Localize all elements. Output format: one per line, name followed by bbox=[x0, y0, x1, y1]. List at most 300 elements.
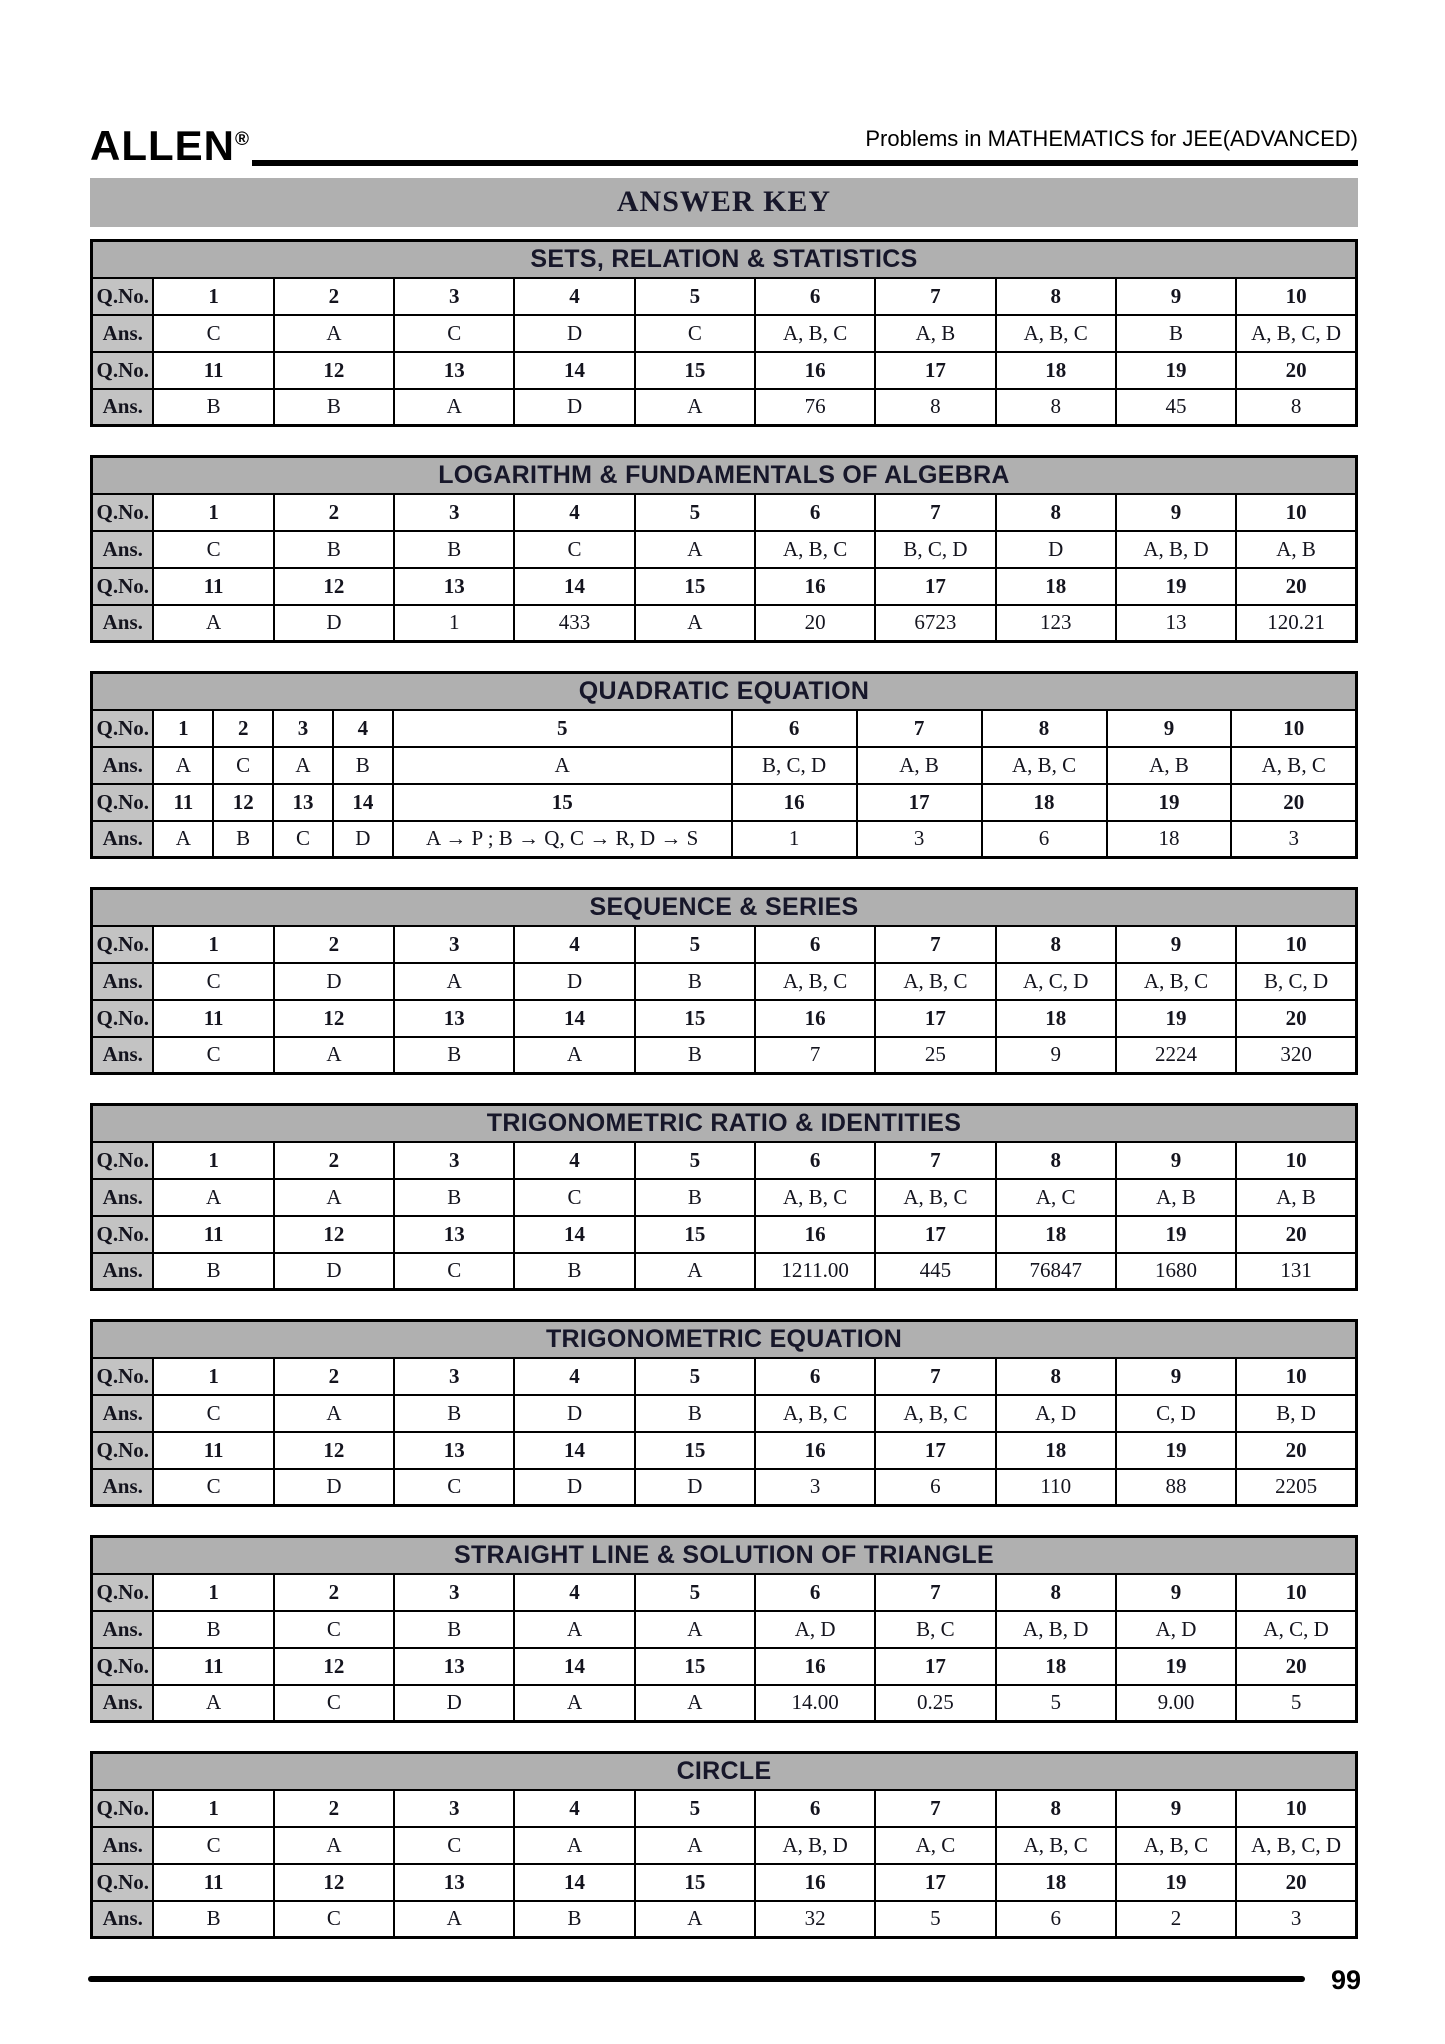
ans-cell: A → P ; B → Q, C → R, D → S bbox=[393, 821, 732, 858]
ans-cell: A, C bbox=[875, 1827, 995, 1864]
qno-cell: 9 bbox=[1116, 494, 1236, 531]
ans-cell: 76847 bbox=[996, 1253, 1116, 1290]
ans-cell: D bbox=[274, 1469, 394, 1506]
qno-cell: 20 bbox=[1231, 784, 1356, 821]
ans-cell: A bbox=[394, 389, 514, 426]
qno-row-label: Q.No. bbox=[92, 1574, 154, 1611]
ans-cell: C bbox=[153, 315, 273, 352]
answer-table-2 bbox=[90, 455, 1358, 643]
qno-cell: 15 bbox=[635, 1864, 755, 1901]
qno-cell: 9 bbox=[1116, 1358, 1236, 1395]
ans-cell: B bbox=[153, 1611, 273, 1648]
qno-cell: 16 bbox=[755, 1432, 875, 1469]
qno-cell: 13 bbox=[273, 784, 333, 821]
qno-cell: 14 bbox=[514, 1000, 634, 1037]
qno-cell: 7 bbox=[875, 926, 995, 963]
table-title: STRAIGHT LINE & SOLUTION OF TRIANGLE bbox=[92, 1537, 1357, 1574]
answer-key-banner: ANSWER KEY bbox=[90, 178, 1358, 227]
qno-cell: 12 bbox=[274, 1216, 394, 1253]
qno-cell: 5 bbox=[635, 494, 755, 531]
answer-table-3 bbox=[90, 671, 1358, 859]
qno-cell: 3 bbox=[394, 1574, 514, 1611]
qno-cell: 8 bbox=[996, 1358, 1116, 1395]
ans-cell: C bbox=[394, 1469, 514, 1506]
ans-cell: C bbox=[514, 1179, 634, 1216]
qno-cell: 5 bbox=[635, 278, 755, 315]
ans-cell: A bbox=[394, 1901, 514, 1938]
ans-cell: B, C, D bbox=[1236, 963, 1356, 1000]
ans-cell: B bbox=[153, 1253, 273, 1290]
ans-row-label: Ans. bbox=[92, 1901, 154, 1938]
ans-cell: A, B bbox=[1107, 747, 1232, 784]
qno-cell: 16 bbox=[755, 352, 875, 389]
qno-cell: 16 bbox=[755, 1000, 875, 1037]
ans-cell: A bbox=[514, 1685, 634, 1722]
qno-cell: 2 bbox=[274, 926, 394, 963]
ans-cell: A bbox=[274, 1827, 394, 1864]
qno-cell: 4 bbox=[514, 278, 634, 315]
ans-cell: B bbox=[514, 1901, 634, 1938]
ans-cell: 6 bbox=[982, 821, 1107, 858]
qno-cell: 5 bbox=[393, 710, 732, 747]
allen-logo bbox=[90, 122, 252, 170]
ans-cell: A, B, C bbox=[875, 963, 995, 1000]
ans-cell: A bbox=[635, 1827, 755, 1864]
ans-row-label: Ans. bbox=[92, 1469, 154, 1506]
tables-container bbox=[90, 239, 1358, 1939]
qno-row-label: Q.No. bbox=[92, 494, 154, 531]
ans-cell: A, B, C bbox=[875, 1395, 995, 1432]
qno-row-label: Q.No. bbox=[92, 710, 154, 747]
qno-cell: 2 bbox=[274, 494, 394, 531]
qno-cell: 6 bbox=[755, 1142, 875, 1179]
ans-row-label: Ans. bbox=[92, 1611, 154, 1648]
ans-row-label: Ans. bbox=[92, 1827, 154, 1864]
qno-cell: 13 bbox=[394, 1216, 514, 1253]
qno-cell: 3 bbox=[273, 710, 333, 747]
ans-cell: 6 bbox=[996, 1901, 1116, 1938]
ans-cell: 5 bbox=[1236, 1685, 1356, 1722]
ans-cell: C bbox=[153, 963, 273, 1000]
ans-cell: B bbox=[635, 963, 755, 1000]
qno-cell: 2 bbox=[213, 710, 273, 747]
qno-cell: 4 bbox=[514, 1358, 634, 1395]
ans-cell: B bbox=[635, 1179, 755, 1216]
qno-cell: 16 bbox=[755, 1864, 875, 1901]
qno-cell: 14 bbox=[514, 1432, 634, 1469]
ans-cell: A bbox=[635, 1253, 755, 1290]
ans-cell: C bbox=[153, 1037, 273, 1074]
ans-cell: C bbox=[274, 1611, 394, 1648]
ans-cell: B bbox=[333, 747, 393, 784]
ans-cell: C bbox=[274, 1685, 394, 1722]
qno-cell: 8 bbox=[996, 1790, 1116, 1827]
ans-cell: 9 bbox=[996, 1037, 1116, 1074]
ans-cell: C bbox=[153, 1827, 273, 1864]
ans-cell: D bbox=[514, 963, 634, 1000]
ans-cell: B bbox=[274, 531, 394, 568]
qno-cell: 16 bbox=[755, 1216, 875, 1253]
qno-cell: 20 bbox=[1236, 352, 1356, 389]
qno-cell: 12 bbox=[274, 1648, 394, 1685]
qno-cell: 1 bbox=[153, 1790, 273, 1827]
ans-cell: A, B, D bbox=[755, 1827, 875, 1864]
qno-row-label: Q.No. bbox=[92, 1648, 154, 1685]
ans-row-label: Ans. bbox=[92, 963, 154, 1000]
qno-cell: 8 bbox=[982, 710, 1107, 747]
ans-cell: 13 bbox=[1116, 605, 1236, 642]
registered-mark-icon: ® bbox=[235, 129, 250, 151]
ans-cell: C bbox=[213, 747, 273, 784]
qno-cell: 2 bbox=[274, 1358, 394, 1395]
qno-cell: 19 bbox=[1116, 1648, 1236, 1685]
ans-cell: C bbox=[153, 1395, 273, 1432]
qno-cell: 13 bbox=[394, 568, 514, 605]
ans-cell: B bbox=[394, 1179, 514, 1216]
ans-cell: A bbox=[153, 1685, 273, 1722]
ans-cell: B bbox=[1116, 315, 1236, 352]
qno-cell: 13 bbox=[394, 352, 514, 389]
qno-cell: 9 bbox=[1116, 1574, 1236, 1611]
qno-cell: 17 bbox=[857, 784, 982, 821]
qno-cell: 18 bbox=[996, 1000, 1116, 1037]
ans-cell: 120.21 bbox=[1236, 605, 1356, 642]
qno-cell: 5 bbox=[635, 1142, 755, 1179]
ans-cell: D bbox=[996, 531, 1116, 568]
ans-cell: B bbox=[274, 389, 394, 426]
answer-table-1 bbox=[90, 239, 1358, 427]
ans-cell: D bbox=[635, 1469, 755, 1506]
qno-row-label: Q.No. bbox=[92, 784, 154, 821]
ans-cell: 8 bbox=[1236, 389, 1356, 426]
ans-cell: 2 bbox=[1116, 1901, 1236, 1938]
qno-cell: 2 bbox=[274, 1790, 394, 1827]
qno-cell: 6 bbox=[755, 1790, 875, 1827]
qno-cell: 15 bbox=[635, 1432, 755, 1469]
qno-row-label: Q.No. bbox=[92, 1216, 154, 1253]
qno-cell: 15 bbox=[635, 1648, 755, 1685]
ans-cell: A, B, C bbox=[755, 963, 875, 1000]
qno-cell: 7 bbox=[875, 1358, 995, 1395]
qno-cell: 9 bbox=[1116, 1790, 1236, 1827]
qno-cell: 3 bbox=[394, 926, 514, 963]
ans-cell: 445 bbox=[875, 1253, 995, 1290]
qno-cell: 12 bbox=[274, 1864, 394, 1901]
ans-cell: A, B, C bbox=[755, 315, 875, 352]
qno-cell: 7 bbox=[875, 278, 995, 315]
qno-cell: 3 bbox=[394, 1358, 514, 1395]
answer-table-6 bbox=[90, 1319, 1358, 1507]
qno-cell: 13 bbox=[394, 1648, 514, 1685]
ans-cell: A, B, C bbox=[755, 1395, 875, 1432]
qno-cell: 5 bbox=[635, 1574, 755, 1611]
ans-cell: A, B, C bbox=[755, 531, 875, 568]
page-content bbox=[90, 122, 1358, 1967]
ans-cell: B, D bbox=[1236, 1395, 1356, 1432]
qno-cell: 13 bbox=[394, 1864, 514, 1901]
qno-cell: 11 bbox=[153, 1432, 273, 1469]
ans-cell: A, B, C bbox=[1116, 1827, 1236, 1864]
qno-cell: 13 bbox=[394, 1000, 514, 1037]
ans-cell: A, B, C bbox=[996, 1827, 1116, 1864]
table-title: SETS, RELATION & STATISTICS bbox=[92, 241, 1357, 278]
ans-cell: D bbox=[274, 963, 394, 1000]
book-title: Problems in MATHEMATICS for JEE(ADVANCED) bbox=[865, 126, 1358, 151]
qno-cell: 9 bbox=[1107, 710, 1232, 747]
ans-cell: 6 bbox=[875, 1469, 995, 1506]
table-title: LOGARITHM & FUNDAMENTALS OF ALGEBRA bbox=[92, 457, 1357, 494]
ans-cell: A, B, C bbox=[982, 747, 1107, 784]
header-rule bbox=[252, 126, 1358, 166]
ans-cell: D bbox=[514, 315, 634, 352]
ans-cell: B bbox=[213, 821, 273, 858]
ans-row-label: Ans. bbox=[92, 1037, 154, 1074]
qno-cell: 6 bbox=[755, 494, 875, 531]
ans-cell: 8 bbox=[875, 389, 995, 426]
qno-cell: 12 bbox=[274, 1432, 394, 1469]
qno-cell: 10 bbox=[1236, 494, 1356, 531]
ans-cell: C bbox=[514, 531, 634, 568]
qno-cell: 11 bbox=[153, 568, 273, 605]
qno-cell: 11 bbox=[153, 1000, 273, 1037]
ans-cell: B bbox=[153, 389, 273, 426]
qno-cell: 16 bbox=[755, 1648, 875, 1685]
qno-cell: 10 bbox=[1236, 278, 1356, 315]
answer-table-8 bbox=[90, 1751, 1358, 1939]
ans-cell: A, B bbox=[1236, 531, 1356, 568]
ans-cell: C bbox=[273, 821, 333, 858]
ans-cell: 1 bbox=[732, 821, 857, 858]
ans-cell: D bbox=[333, 821, 393, 858]
ans-row-label: Ans. bbox=[92, 1395, 154, 1432]
qno-cell: 10 bbox=[1236, 1790, 1356, 1827]
ans-cell: 123 bbox=[996, 605, 1116, 642]
qno-cell: 19 bbox=[1116, 1432, 1236, 1469]
page-header bbox=[90, 122, 1358, 170]
ans-cell: 320 bbox=[1236, 1037, 1356, 1074]
ans-cell: A, B, C, D bbox=[1236, 315, 1356, 352]
ans-cell: A, B, C bbox=[1116, 963, 1236, 1000]
ans-cell: D bbox=[514, 1395, 634, 1432]
ans-cell: A bbox=[273, 747, 333, 784]
qno-cell: 11 bbox=[153, 1648, 273, 1685]
table-title: CIRCLE bbox=[92, 1753, 1357, 1790]
qno-cell: 17 bbox=[875, 1648, 995, 1685]
ans-row-label: Ans. bbox=[92, 821, 154, 858]
qno-cell: 19 bbox=[1116, 568, 1236, 605]
ans-cell: 5 bbox=[875, 1901, 995, 1938]
qno-cell: 12 bbox=[274, 568, 394, 605]
qno-cell: 8 bbox=[996, 1142, 1116, 1179]
qno-cell: 7 bbox=[875, 1574, 995, 1611]
qno-cell: 2 bbox=[274, 278, 394, 315]
ans-cell: 3 bbox=[755, 1469, 875, 1506]
ans-cell: A bbox=[394, 963, 514, 1000]
ans-cell: 110 bbox=[996, 1469, 1116, 1506]
qno-cell: 19 bbox=[1107, 784, 1232, 821]
ans-cell: A, C, D bbox=[996, 963, 1116, 1000]
qno-cell: 6 bbox=[755, 1574, 875, 1611]
ans-cell: A bbox=[274, 1395, 394, 1432]
qno-cell: 1 bbox=[153, 1142, 273, 1179]
ans-cell: 7 bbox=[755, 1037, 875, 1074]
qno-cell: 17 bbox=[875, 1216, 995, 1253]
qno-cell: 17 bbox=[875, 352, 995, 389]
qno-row-label: Q.No. bbox=[92, 568, 154, 605]
qno-cell: 4 bbox=[514, 1790, 634, 1827]
ans-cell: B bbox=[394, 1037, 514, 1074]
ans-cell: A, D bbox=[755, 1611, 875, 1648]
ans-cell: A, B bbox=[875, 315, 995, 352]
ans-cell: 9.00 bbox=[1116, 1685, 1236, 1722]
footer-rule bbox=[88, 1976, 1305, 1982]
qno-cell: 20 bbox=[1236, 1648, 1356, 1685]
qno-cell: 18 bbox=[996, 568, 1116, 605]
ans-cell: A, B bbox=[857, 747, 982, 784]
qno-cell: 6 bbox=[755, 926, 875, 963]
ans-cell: B, C, D bbox=[875, 531, 995, 568]
qno-cell: 15 bbox=[635, 1216, 755, 1253]
ans-cell: A bbox=[393, 747, 732, 784]
qno-row-label: Q.No. bbox=[92, 1358, 154, 1395]
qno-cell: 9 bbox=[1116, 278, 1236, 315]
qno-cell: 14 bbox=[514, 568, 634, 605]
ans-cell: A bbox=[153, 1179, 273, 1216]
qno-cell: 18 bbox=[996, 352, 1116, 389]
qno-cell: 12 bbox=[213, 784, 273, 821]
ans-cell: A bbox=[153, 747, 213, 784]
ans-cell: A bbox=[635, 605, 755, 642]
qno-cell: 10 bbox=[1236, 1358, 1356, 1395]
ans-cell: A, C bbox=[996, 1179, 1116, 1216]
ans-row-label: Ans. bbox=[92, 1179, 154, 1216]
ans-cell: A, B, D bbox=[1116, 531, 1236, 568]
ans-cell: B, C bbox=[875, 1611, 995, 1648]
ans-cell: 76 bbox=[755, 389, 875, 426]
qno-cell: 1 bbox=[153, 710, 213, 747]
qno-cell: 11 bbox=[153, 784, 213, 821]
ans-cell: 131 bbox=[1236, 1253, 1356, 1290]
ans-cell: A bbox=[514, 1037, 634, 1074]
ans-cell: A bbox=[274, 1037, 394, 1074]
ans-cell: B bbox=[635, 1037, 755, 1074]
qno-cell: 19 bbox=[1116, 1216, 1236, 1253]
ans-cell: B bbox=[394, 531, 514, 568]
ans-cell: B bbox=[394, 1395, 514, 1432]
qno-cell: 17 bbox=[875, 568, 995, 605]
ans-cell: 32 bbox=[755, 1901, 875, 1938]
qno-cell: 4 bbox=[514, 1574, 634, 1611]
qno-row-label: Q.No. bbox=[92, 352, 154, 389]
qno-cell: 8 bbox=[996, 1574, 1116, 1611]
ans-cell: A, B, C bbox=[875, 1179, 995, 1216]
qno-cell: 13 bbox=[394, 1432, 514, 1469]
qno-cell: 7 bbox=[875, 494, 995, 531]
qno-row-label: Q.No. bbox=[92, 278, 154, 315]
qno-cell: 5 bbox=[635, 1790, 755, 1827]
table-title: TRIGONOMETRIC EQUATION bbox=[92, 1321, 1357, 1358]
page-number: 99 bbox=[1330, 1965, 1361, 1995]
qno-cell: 7 bbox=[875, 1790, 995, 1827]
ans-cell: A bbox=[153, 605, 273, 642]
ans-cell: 2224 bbox=[1116, 1037, 1236, 1074]
ans-cell: A, B, C, D bbox=[1236, 1827, 1356, 1864]
ans-row-label: Ans. bbox=[92, 605, 154, 642]
qno-cell: 14 bbox=[514, 1648, 634, 1685]
ans-cell: A bbox=[635, 531, 755, 568]
ans-cell: 8 bbox=[996, 389, 1116, 426]
qno-cell: 17 bbox=[875, 1000, 995, 1037]
ans-row-label: Ans. bbox=[92, 1253, 154, 1290]
ans-cell: 5 bbox=[996, 1685, 1116, 1722]
ans-row-label: Ans. bbox=[92, 1685, 154, 1722]
qno-cell: 19 bbox=[1116, 352, 1236, 389]
ans-cell: 1211.00 bbox=[755, 1253, 875, 1290]
qno-cell: 4 bbox=[514, 494, 634, 531]
ans-cell: 3 bbox=[1236, 1901, 1356, 1938]
qno-cell: 11 bbox=[153, 352, 273, 389]
qno-cell: 15 bbox=[635, 1000, 755, 1037]
ans-row-label: Ans. bbox=[92, 389, 154, 426]
qno-cell: 19 bbox=[1116, 1864, 1236, 1901]
qno-cell: 11 bbox=[153, 1864, 273, 1901]
qno-cell: 14 bbox=[514, 1216, 634, 1253]
qno-row-label: Q.No. bbox=[92, 1432, 154, 1469]
qno-cell: 9 bbox=[1116, 926, 1236, 963]
ans-cell: B, C, D bbox=[732, 747, 857, 784]
ans-cell: 0.25 bbox=[875, 1685, 995, 1722]
ans-cell: A, B, C bbox=[755, 1179, 875, 1216]
qno-cell: 6 bbox=[755, 1358, 875, 1395]
qno-cell: 15 bbox=[635, 352, 755, 389]
table-title: TRIGONOMETRIC RATIO & IDENTITIES bbox=[92, 1105, 1357, 1142]
qno-cell: 3 bbox=[394, 1790, 514, 1827]
qno-cell: 18 bbox=[982, 784, 1107, 821]
ans-cell: A, B, D bbox=[996, 1611, 1116, 1648]
qno-cell: 3 bbox=[394, 1142, 514, 1179]
ans-cell: 18 bbox=[1107, 821, 1232, 858]
qno-cell: 10 bbox=[1236, 926, 1356, 963]
ans-row-label: Ans. bbox=[92, 531, 154, 568]
qno-cell: 20 bbox=[1236, 1216, 1356, 1253]
qno-cell: 4 bbox=[514, 926, 634, 963]
qno-cell: 20 bbox=[1236, 1000, 1356, 1037]
ans-cell: A bbox=[635, 1685, 755, 1722]
qno-cell: 20 bbox=[1236, 1432, 1356, 1469]
qno-cell: 5 bbox=[635, 926, 755, 963]
ans-cell: 14.00 bbox=[755, 1685, 875, 1722]
ans-cell: A bbox=[514, 1611, 634, 1648]
qno-row-label: Q.No. bbox=[92, 1142, 154, 1179]
ans-cell: D bbox=[274, 605, 394, 642]
ans-cell: D bbox=[514, 389, 634, 426]
ans-cell: 2205 bbox=[1236, 1469, 1356, 1506]
ans-cell: B bbox=[514, 1253, 634, 1290]
ans-cell: C bbox=[635, 315, 755, 352]
qno-cell: 14 bbox=[514, 1864, 634, 1901]
answer-table-5 bbox=[90, 1103, 1358, 1291]
ans-cell: C bbox=[394, 315, 514, 352]
qno-row-label: Q.No. bbox=[92, 1790, 154, 1827]
ans-cell: 3 bbox=[857, 821, 982, 858]
qno-cell: 15 bbox=[393, 784, 732, 821]
ans-cell: C bbox=[153, 1469, 273, 1506]
ans-cell: A bbox=[514, 1827, 634, 1864]
ans-cell: B bbox=[153, 1901, 273, 1938]
qno-cell: 3 bbox=[394, 494, 514, 531]
ans-cell: 1680 bbox=[1116, 1253, 1236, 1290]
qno-cell: 5 bbox=[635, 1358, 755, 1395]
